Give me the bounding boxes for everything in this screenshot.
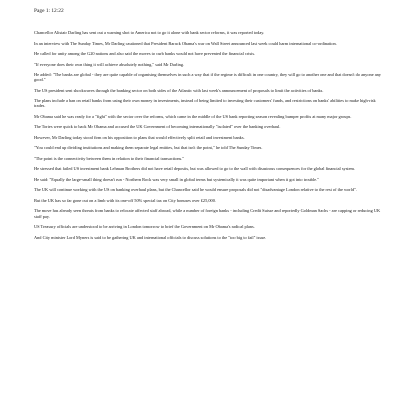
paragraph: "The point is the connectivity between them in relation to their financial transactions." — [34, 155, 185, 161]
paragraph: Chancellor Alistair Darling has sent out a warning shot to America not to go it alone with bank sector reforms, it was reported today. — [34, 30, 265, 35]
paragraph: In an interview with The Sunday Times, Mr Darling cautioned that President Barack Obama's war on Wall Street announced last week could harm international co-ordination. — [34, 40, 337, 46]
paragraph: "If everyone does their own thing it will achieve absolutely nothing," said Mr Darling. — [34, 61, 185, 67]
paragraph: He added: "The banks are global - they are quite capable of organising themselves in such a way that if the regime is difficult in one country, they will go to another one and that doesn't do anyone any good." — [34, 72, 381, 83]
paragraph: And City minister Lord Myners is said to be gathering UK and international officials to discuss solutions to the "too big to fail" issue. — [34, 234, 267, 240]
paragraph: US Treasury officials are understood to be arriving in London tomorrow to brief the Government on Mr Obama's radical plans. — [34, 224, 255, 230]
article-body — [34, 30, 384, 245]
paragraph: The plans include a ban on retail banks from using their own money in investments, instead of being limited to investing their customers' funds, and restrictions on banks' abilities to make high-risk trades. — [34, 98, 376, 109]
paragraph: However, Mr Darling today stood firm on his opposition to plans that would effectively split retail and investment banks. — [34, 134, 245, 140]
paragraph: He called for unity among the G20 nations and also said the moves to curb banks would not have prevented the financial crisis. — [34, 51, 256, 56]
paragraph: The UK will continue working with the US on banking overhaul plans, but the Chancellor said he would ensure proposals did not "disadvantage London relative to the rest of the world". — [34, 187, 357, 193]
paragraph: The move has already seen threats from banks to relocate affected staff abroad, while a number of foreign banks - including Credit Suisse and reportedly Goldman Sachs - are capping or reducing UK staff pay. — [34, 208, 381, 219]
page-header: Page 1: 12:22 — [34, 8, 64, 14]
paragraph: He said: "Equally the large-small thing doesn't run - Northern Rock was very small in global terms but systemically it was quite important when it got into trouble." — [34, 176, 319, 182]
paragraph: But the UK has so far gone out on a limb with its one-off 50% special tax on City bonuses over £25,000. — [34, 197, 216, 203]
paragraph: Mr Obama said he was ready for a "fight" with the sector over the reforms, which came in the middle of the US bank reporting season revealing bumper profits at many major groups. — [34, 113, 352, 119]
paragraph: He stressed that failed US investment bank Lehman Brothers did not have retail deposits, but was allowed to go to the wall with disastrous consequences for the global financial system. — [34, 166, 356, 172]
paragraph: The Tories were quick to back Mr Obama and accused the UK Government of becoming internationally "isolated" over the banking overhaul. — [34, 124, 281, 130]
paragraph: "You could end up dividing institutions and making them separate legal entities, but that isn't the point," he told The Sunday Times. — [34, 145, 263, 151]
paragraph: The US president sent shockwaves through the banking sector on both sides of the Atlantic with last week's announcement of proposals to limit the activities of banks. — [34, 87, 324, 93]
